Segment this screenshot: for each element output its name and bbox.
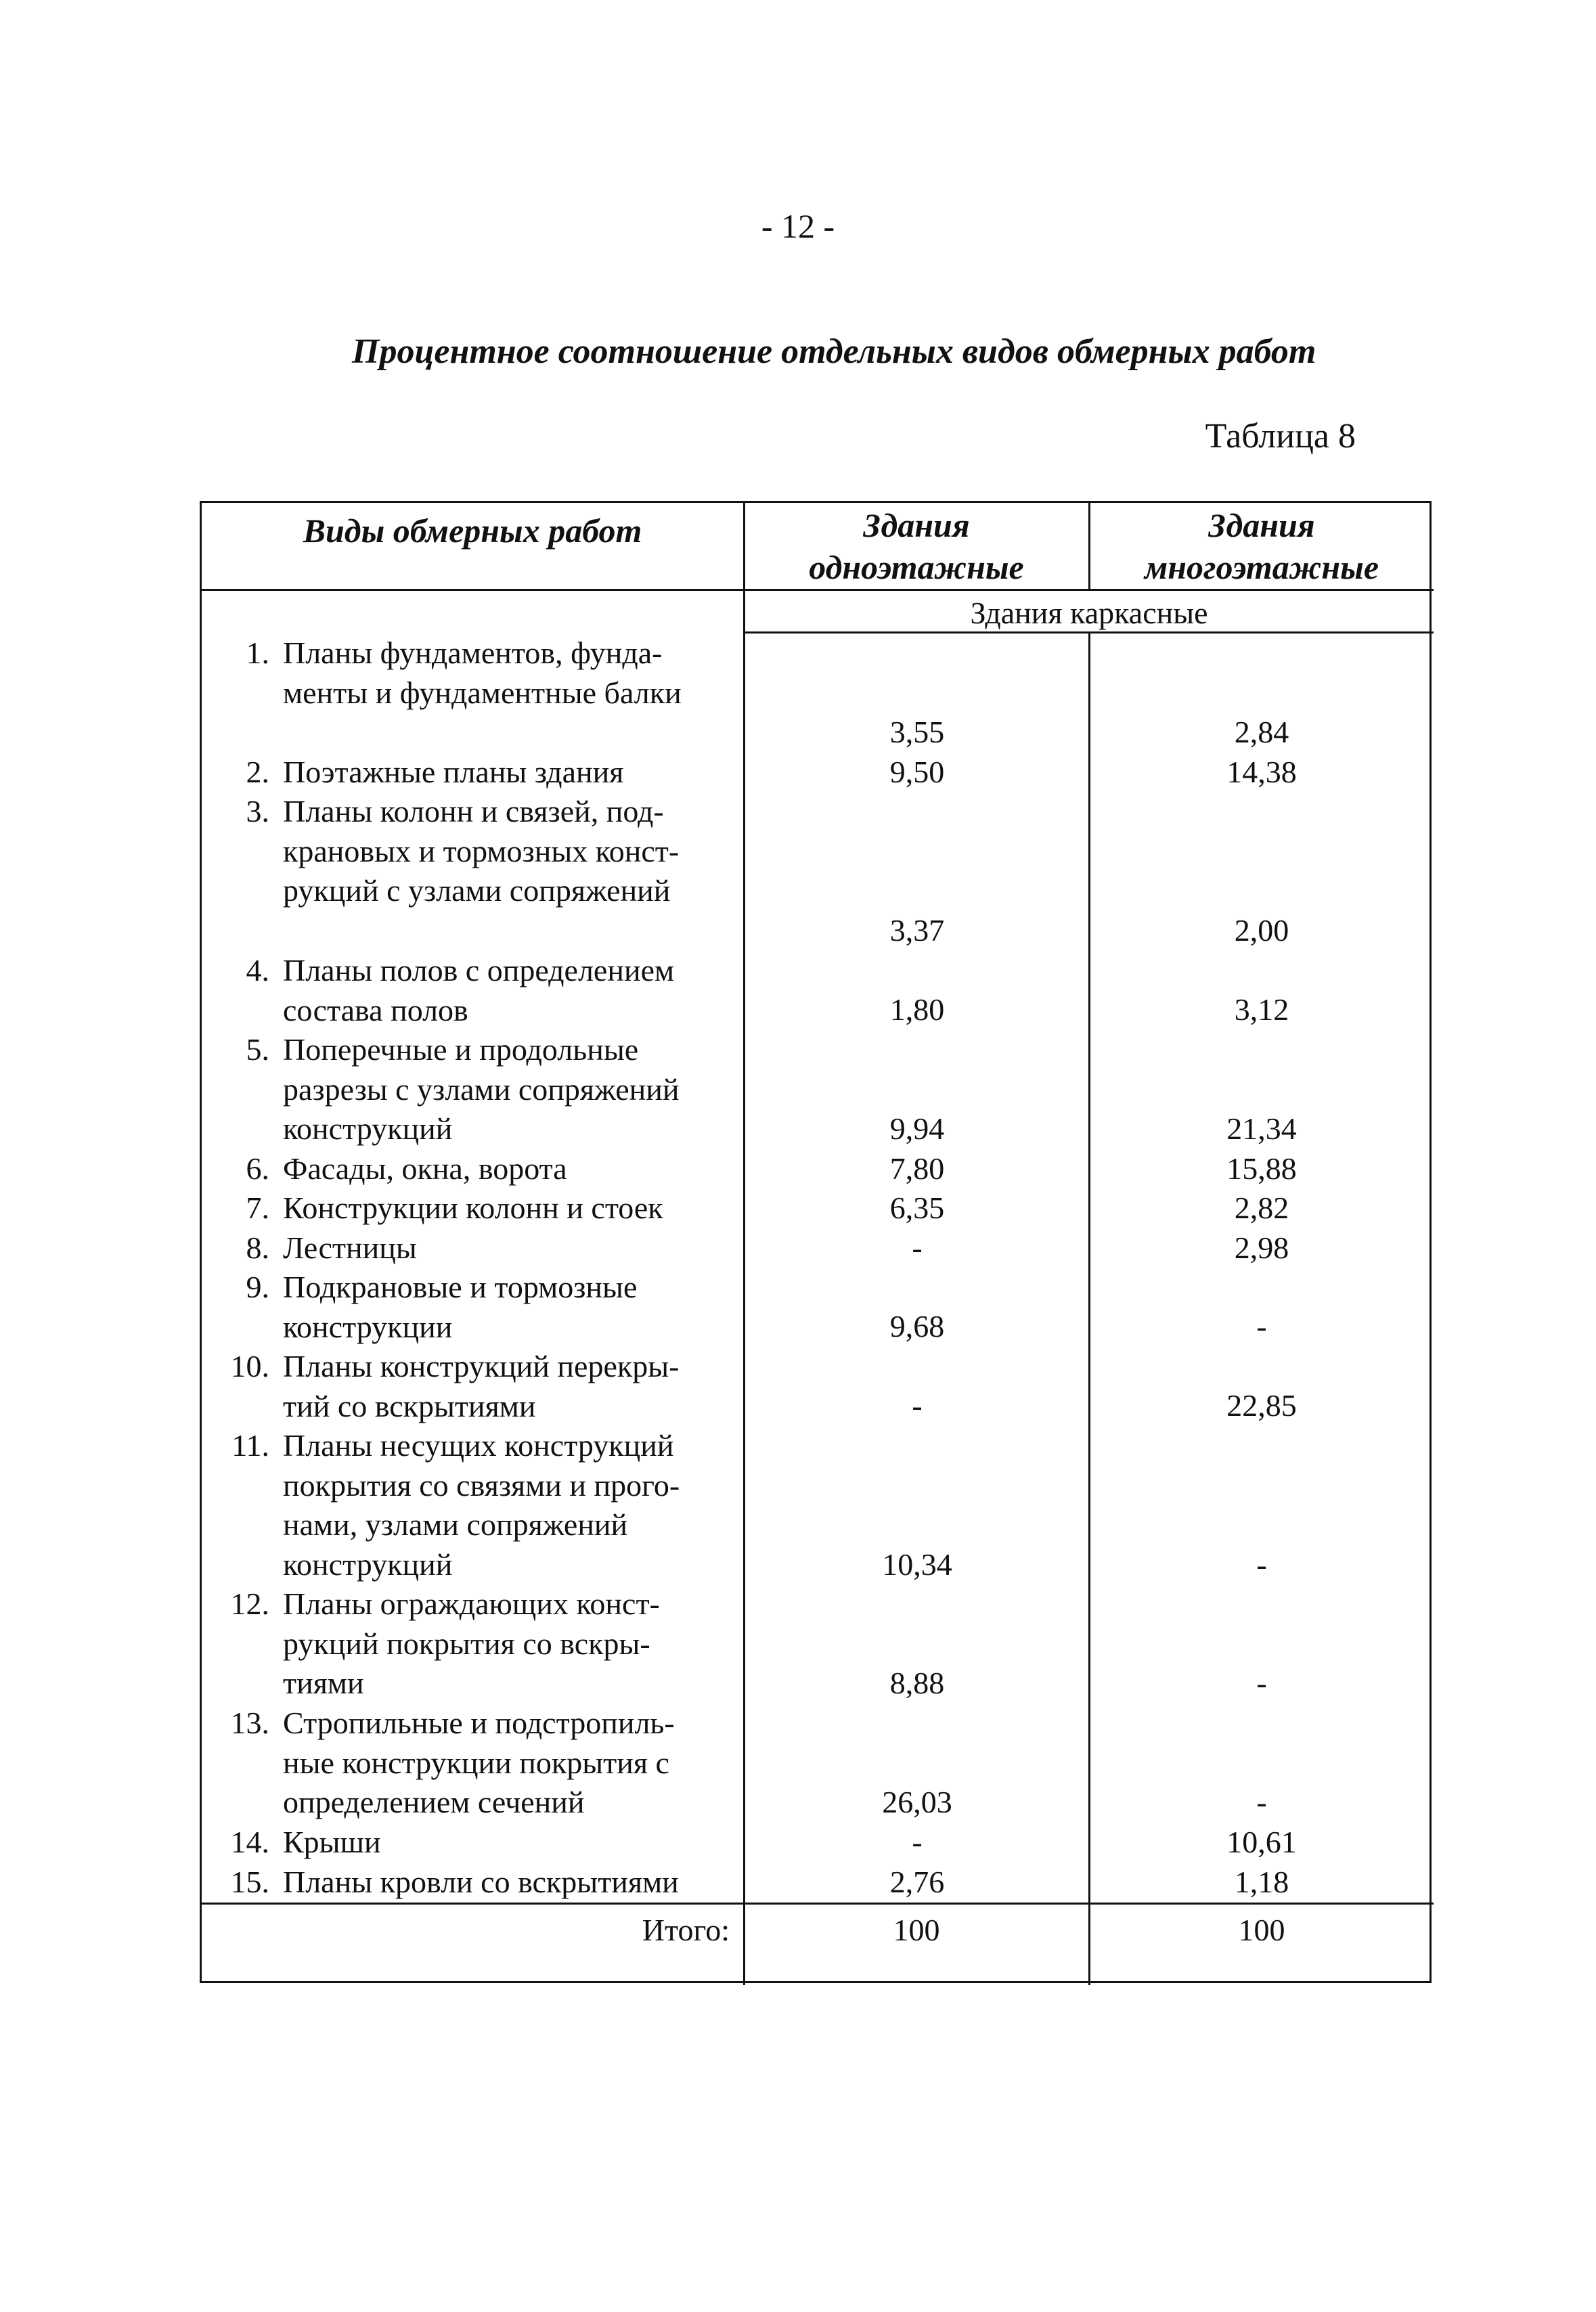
- value-multi-storey: 14,38: [1226, 755, 1297, 789]
- document-title: Процентное соотношение отдельных видов обмерных работ: [352, 332, 1316, 371]
- value-one-storey: 10,34: [882, 1547, 952, 1582]
- value-one-storey: 3,37: [889, 913, 945, 948]
- row-number: 13.: [230, 1706, 269, 1740]
- row-number: 5.: [246, 1032, 269, 1067]
- value-one-storey: -: [912, 1825, 923, 1859]
- value-one-storey: 9,50: [889, 755, 945, 789]
- row-name: Подкрановые и тормозные конструкции: [283, 1270, 638, 1344]
- value-one-storey: -: [912, 1230, 923, 1265]
- row-number: 14.: [230, 1825, 269, 1859]
- value-one-storey: 8,88: [889, 1666, 945, 1700]
- value-one-storey: 3,55: [889, 715, 945, 749]
- subheader-frame-buildings: Здания каркасные: [970, 596, 1208, 630]
- row-number: 3.: [246, 794, 269, 828]
- value-multi-storey: 22,85: [1226, 1388, 1297, 1423]
- measurement-works-table: [200, 501, 1432, 1983]
- value-multi-storey: 15,88: [1226, 1151, 1297, 1186]
- row-number: 12.: [230, 1586, 269, 1621]
- value-one-storey: 7,80: [889, 1151, 945, 1186]
- value-multi-storey: -: [1256, 1666, 1267, 1700]
- value-one-storey: -: [912, 1388, 923, 1423]
- value-multi-storey: -: [1256, 1309, 1267, 1343]
- value-multi-storey: 2,98: [1234, 1230, 1289, 1265]
- row-name: Планы ограждающих конст- рукций покрытия со вскры- тиями: [283, 1586, 660, 1700]
- total-one-storey: 100: [893, 1913, 940, 1947]
- value-multi-storey: 2,82: [1234, 1191, 1289, 1225]
- row-name: Планы кровли со вскрытиями: [283, 1865, 679, 1899]
- value-multi-storey: -: [1256, 1785, 1267, 1819]
- value-one-storey: 9,94: [889, 1111, 945, 1146]
- total-label: Итого:: [642, 1913, 730, 1947]
- value-multi-storey: -: [1256, 1547, 1267, 1582]
- header-works: Виды обмерных работ: [303, 512, 642, 550]
- value-multi-storey: 10,61: [1226, 1825, 1297, 1859]
- value-multi-storey: 1,18: [1234, 1865, 1289, 1899]
- total-divider: [202, 1903, 1434, 1905]
- row-number: 4.: [246, 953, 269, 987]
- header-divider: [202, 589, 1434, 591]
- value-one-storey: 26,03: [882, 1785, 952, 1819]
- value-one-storey: 2,76: [889, 1865, 945, 1899]
- header-one-storey: Здания одноэтажные: [809, 506, 1024, 586]
- value-multi-storey: 3,12: [1234, 992, 1289, 1027]
- row-name: Конструкции колонн и стоек: [283, 1191, 663, 1225]
- row-number: 2.: [246, 755, 269, 789]
- row-number: 11.: [231, 1428, 269, 1463]
- row-number: 15.: [230, 1865, 269, 1899]
- value-multi-storey: 2,84: [1234, 715, 1289, 749]
- row-name: Крыши: [283, 1825, 381, 1859]
- row-number: 6.: [246, 1151, 269, 1186]
- row-name: Планы несущих конструкций покрытия со связями и прого- нами, узлами сопряжений конструкций: [283, 1428, 680, 1582]
- row-name: Планы фундаментов, фунда- менты и фундаментные балки: [283, 636, 682, 710]
- value-multi-storey: 2,00: [1234, 913, 1289, 948]
- row-number: 1.: [246, 636, 269, 670]
- value-one-storey: 9,68: [889, 1309, 945, 1343]
- row-name: Поперечные и продольные разрезы с узлами сопряжений конструкций: [283, 1032, 680, 1146]
- row-name: Планы колонн и связей, под- крановых и тормозных конст- рукций с узлами сопряжений: [283, 794, 680, 908]
- row-name: Лестницы: [283, 1230, 417, 1265]
- row-name: Планы полов с определением состава полов: [283, 953, 675, 1027]
- table-label: Таблица 8: [1205, 417, 1356, 455]
- value-one-storey: 6,35: [889, 1191, 945, 1225]
- row-name: Стропильные и подстропиль- ные конструкции покрытия с определением сечений: [283, 1706, 675, 1819]
- page-number: - 12 -: [761, 207, 835, 245]
- value-multi-storey: 21,34: [1226, 1111, 1297, 1146]
- row-number: 7.: [246, 1191, 269, 1225]
- header-multi-storey: Здания многоэтажные: [1144, 506, 1379, 586]
- row-name: Поэтажные планы здания: [283, 755, 624, 789]
- row-number: 10.: [230, 1349, 269, 1383]
- row-name: Планы конструкций перекры- тий со вскрытиями: [283, 1349, 680, 1423]
- row-number: 9.: [246, 1270, 269, 1304]
- value-one-storey: 1,80: [889, 992, 945, 1027]
- row-number: 8.: [246, 1230, 269, 1265]
- total-multi-storey: 100: [1238, 1913, 1285, 1947]
- row-name: Фасады, окна, ворота: [283, 1151, 567, 1186]
